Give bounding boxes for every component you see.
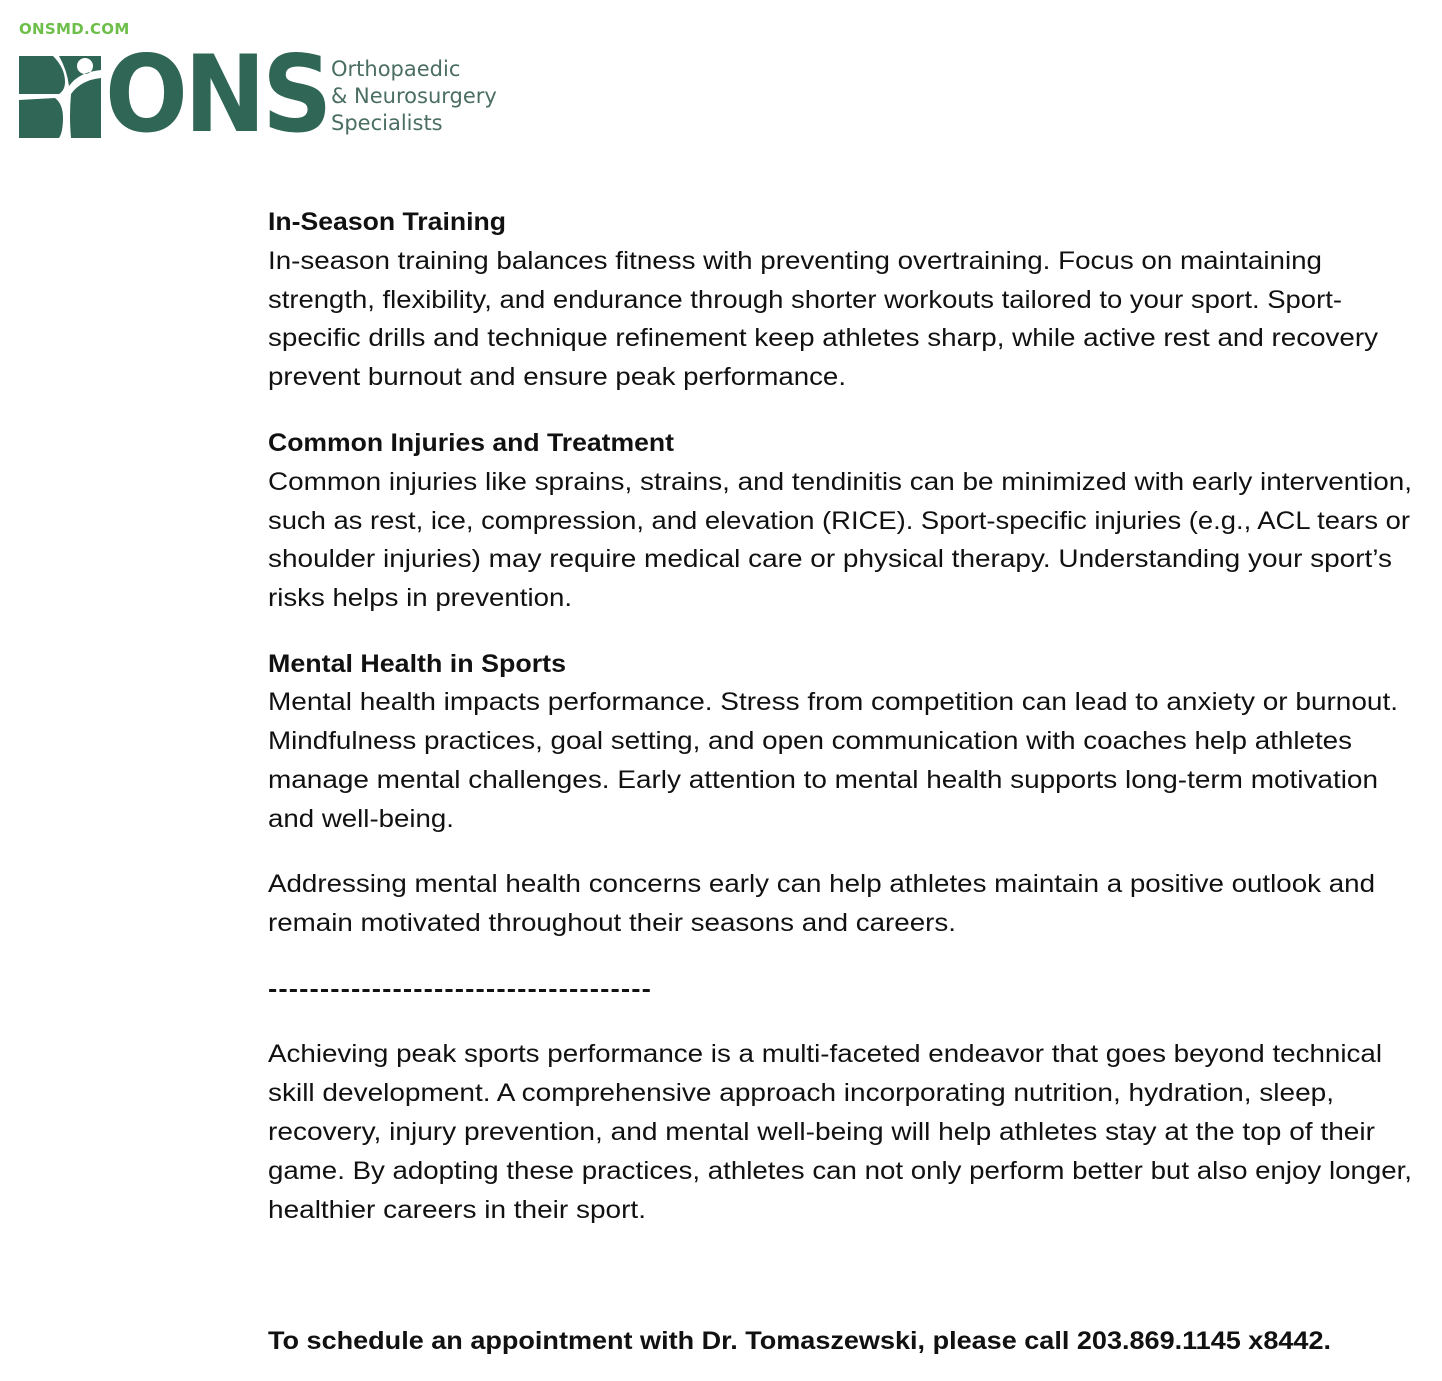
body-line: Achieving peak sports performance is a multi-faceted endeavor that goes beyond technical	[268, 1040, 1382, 1068]
logo-mark-bottom-left	[19, 98, 63, 138]
body-line: remain motivated throughout their seasons and careers.	[268, 909, 957, 937]
body-line: manage mental challenges. Early attention to mental health supports long-term motivation	[268, 766, 1378, 794]
body-line: such as rest, ice, compression, and elevation (RICE). Sport-specific injuries (e.g., ACL tears or	[268, 507, 1410, 535]
body-line: specific drills and technique refinement keep athletes sharp, while active rest and recovery	[268, 324, 1378, 352]
ons-logo	[19, 33, 519, 156]
dashed-divider: -------------------------------------	[268, 975, 652, 1003]
body-line: recovery, injury prevention, and mental well-being will help athletes stay at the top of their	[268, 1118, 1375, 1146]
body-line: Common injuries like sprains, strains, and tendinitis can be minimized with early intervention,	[268, 468, 1412, 496]
body-line: prevent burnout and ensure peak performance.	[268, 363, 846, 391]
body-line: shoulder injuries) may require medical care or physical therapy. Understanding your sport’s	[268, 545, 1392, 573]
section-heading: In-Season Training	[268, 208, 506, 236]
body-line: Addressing mental health concerns early can help athletes maintain a positive outlook and	[268, 870, 1375, 898]
section-heading: Common Injuries and Treatment	[268, 429, 674, 457]
body-line: strength, flexibility, and endurance through shorter workouts tailored to your sport. Sport-	[268, 286, 1342, 314]
logo-wordmark: ONS	[105, 33, 329, 156]
body-line: risks helps in prevention.	[268, 584, 572, 612]
ons-logo-mark-icon	[19, 56, 101, 138]
body-line: healthier careers in their sport.	[268, 1196, 646, 1224]
body-line: and well-being.	[268, 805, 454, 833]
tagline-line: Specialists	[331, 111, 443, 135]
body-line: In-season training balances fitness with preventing overtraining. Focus on maintaining	[268, 247, 1322, 275]
logo-mark-bottom-right	[70, 78, 101, 138]
appointment-call-to-action: To schedule an appointment with Dr. Tomaszewski, please call 203.869.1145 x8442.	[268, 1327, 1331, 1355]
body-line: game. By adopting these practices, athletes can not only perform better but also enjoy longer,	[268, 1157, 1412, 1185]
body-line: Mindfulness practices, goal setting, and open communication with coaches help athletes	[268, 727, 1352, 755]
tagline-line: & Neurosurgery	[331, 84, 497, 108]
logo-tagline	[331, 56, 497, 137]
body-line: skill development. A comprehensive approach incorporating nutrition, hydration, sleep,	[268, 1079, 1334, 1107]
tagline-line: Orthopaedic	[331, 57, 461, 81]
section-heading: Mental Health in Sports	[268, 650, 566, 678]
site-url[interactable]: ONSMD.COM	[19, 20, 130, 38]
logo-mark-top-left	[19, 56, 65, 94]
body-line: Mental health impacts performance. Stress from competition can lead to anxiety or burnout.	[268, 688, 1398, 716]
